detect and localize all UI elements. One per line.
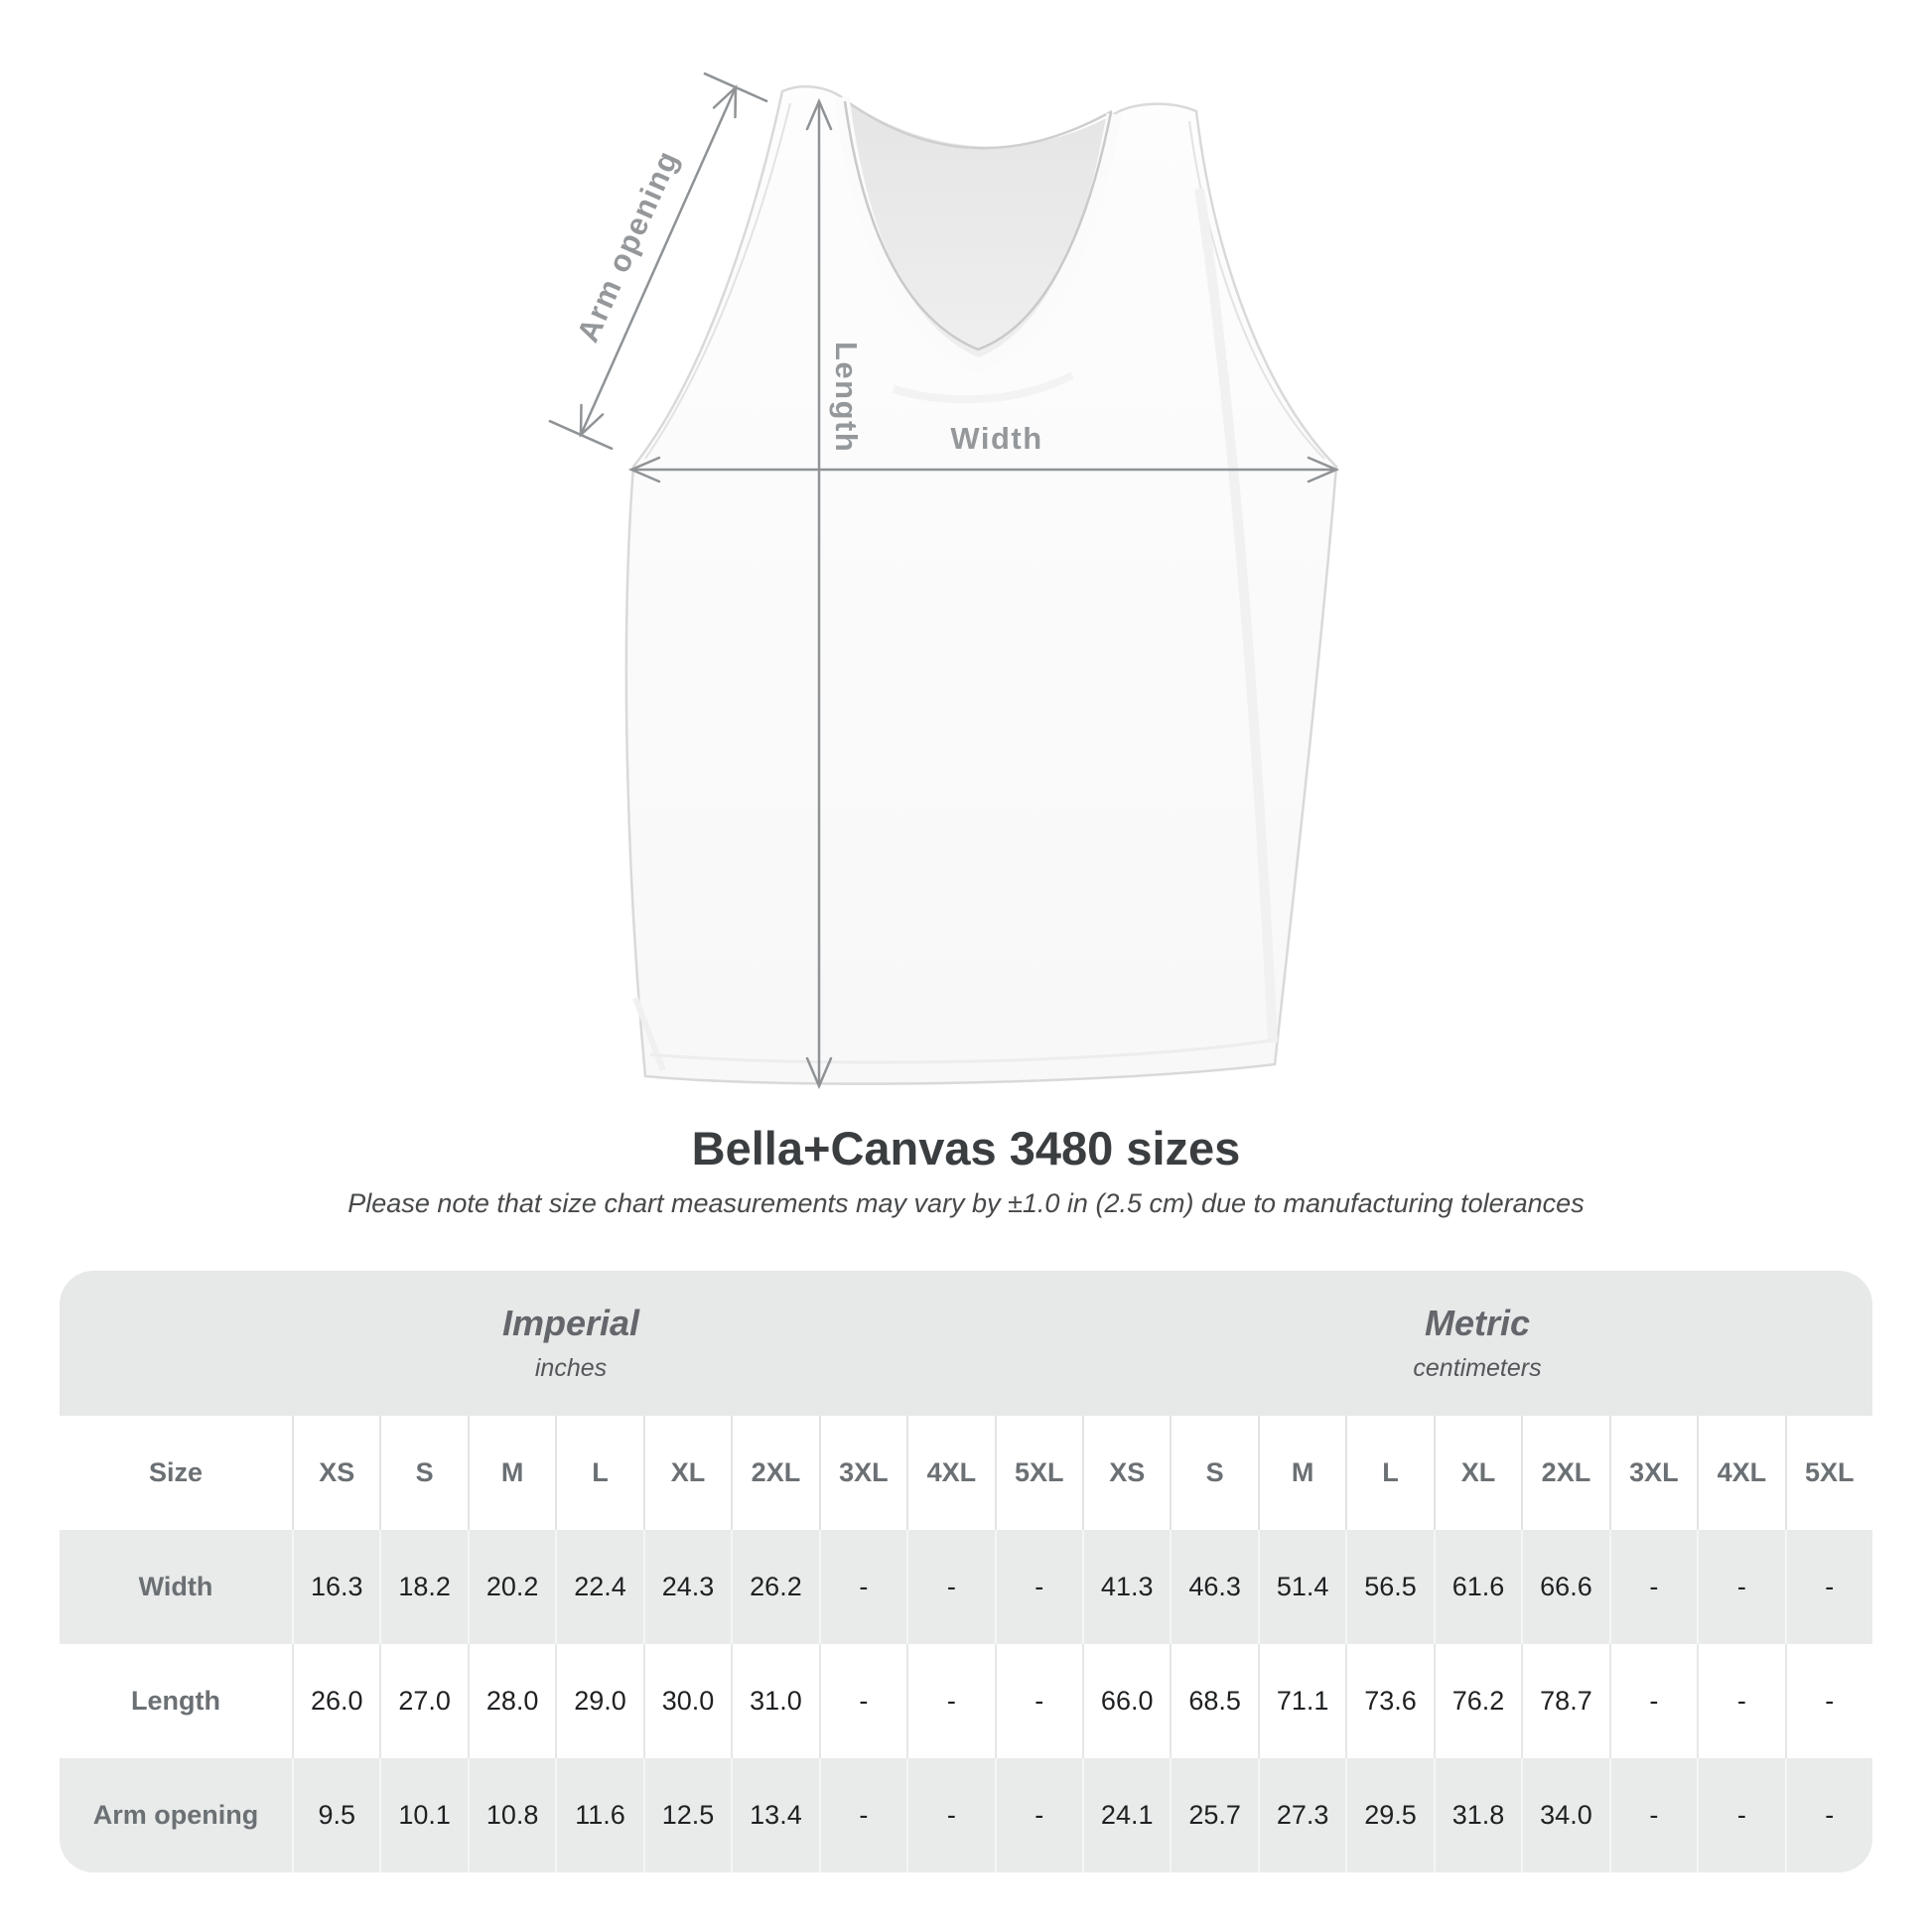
size-column-header: XS: [292, 1416, 379, 1530]
size-header-cell: Size: [148, 1457, 204, 1487]
measurement-cell: 10.1: [379, 1758, 467, 1872]
measurement-cell: 61.6: [1434, 1530, 1521, 1644]
measurement-cell: 27.0: [379, 1644, 467, 1758]
size-column-header: 3XL: [819, 1416, 906, 1530]
size-column-header: 3XL: [1609, 1416, 1697, 1530]
measurement-cell: 24.1: [1082, 1758, 1170, 1872]
size-column-header: 5XL: [995, 1416, 1082, 1530]
measurement-cell: 31.0: [731, 1644, 818, 1758]
size-column-header: XL: [1434, 1416, 1521, 1530]
measurement-cell: 26.0: [292, 1644, 379, 1758]
size-column-header: 2XL: [1521, 1416, 1608, 1530]
size-column-header: L: [1345, 1416, 1433, 1530]
size-column-header: S: [379, 1416, 467, 1530]
measurement-cell: 9.5: [292, 1758, 379, 1872]
measurement-cell: 56.5: [1345, 1530, 1433, 1644]
measurement-cell: -: [1785, 1644, 1872, 1758]
imperial-label: Imperial: [501, 1303, 640, 1343]
measurement-cell: -: [1609, 1758, 1697, 1872]
measurement-cell: -: [1609, 1530, 1697, 1644]
imperial-group-header: [60, 1271, 1082, 1416]
row-label-cell: Width: [138, 1572, 213, 1601]
measurement-cell: 51.4: [1258, 1530, 1345, 1644]
measurement-cell: -: [995, 1644, 1082, 1758]
size-chart-card: [60, 1271, 1872, 1872]
size-table: [60, 1416, 1872, 1872]
size-column-header: XL: [643, 1416, 731, 1530]
measurement-cell: 27.3: [1258, 1758, 1345, 1872]
measurement-cell: -: [1697, 1530, 1784, 1644]
measurement-cell: -: [1785, 1530, 1872, 1644]
measurement-cell: -: [819, 1644, 906, 1758]
length-label: Length: [829, 342, 864, 454]
measurement-cell: -: [906, 1644, 994, 1758]
measurement-cell: -: [906, 1530, 994, 1644]
unit-system-band: [60, 1271, 1872, 1416]
measurement-cell: -: [906, 1758, 994, 1872]
measurement-cell: 24.3: [643, 1530, 731, 1644]
measurement-cell: -: [1609, 1644, 1697, 1758]
measurement-cell: 28.0: [468, 1644, 555, 1758]
measurement-cell: 46.3: [1170, 1530, 1257, 1644]
arm-opening-label: Arm opening: [570, 144, 686, 347]
measurement-cell: 29.5: [1345, 1758, 1433, 1872]
tolerance-note: Please note that size chart measurements may vary by ±1.0 in (2.5 cm) due to manufacturing tolerances: [347, 1188, 1585, 1218]
measurement-cell: -: [1785, 1758, 1872, 1872]
measurement-cell: 34.0: [1521, 1758, 1608, 1872]
measurement-cell: 31.8: [1434, 1758, 1521, 1872]
size-column-header: 4XL: [906, 1416, 994, 1530]
measurement-cell: -: [1697, 1758, 1784, 1872]
measurement-cell: -: [995, 1530, 1082, 1644]
measurement-cell: 18.2: [379, 1530, 467, 1644]
size-column-header: M: [1258, 1416, 1345, 1530]
measurement-cell: 10.8: [468, 1758, 555, 1872]
row-label-cell: Arm opening: [92, 1800, 259, 1830]
measurement-cell: 78.7: [1521, 1644, 1608, 1758]
imperial-unit: inches: [534, 1354, 608, 1382]
measurement-cell: 30.0: [643, 1644, 731, 1758]
measurement-cell: 71.1: [1258, 1644, 1345, 1758]
measurement-cell: 12.5: [643, 1758, 731, 1872]
measurement-cell: 22.4: [555, 1530, 642, 1644]
page-title: Bella+Canvas 3480 sizes: [691, 1122, 1241, 1174]
size-column-header: L: [555, 1416, 642, 1530]
measurement-cell: 41.3: [1082, 1530, 1170, 1644]
measurement-cell: 66.0: [1082, 1644, 1170, 1758]
table-header-row: [60, 1416, 1872, 1530]
size-column-header: 2XL: [731, 1416, 818, 1530]
size-column-header: M: [468, 1416, 555, 1530]
tank-top-figure: [397, 20, 1569, 1152]
table-row: [60, 1530, 1872, 1644]
metric-group-header: [1082, 1271, 1872, 1416]
measurement-cell: 76.2: [1434, 1644, 1521, 1758]
metric-unit: centimeters: [1413, 1354, 1542, 1382]
measurement-cell: 26.2: [731, 1530, 818, 1644]
size-column-header: 5XL: [1785, 1416, 1872, 1530]
metric-label: Metric: [1424, 1303, 1531, 1343]
measurement-cell: 11.6: [555, 1758, 642, 1872]
measurement-cell: -: [1697, 1644, 1784, 1758]
measurement-cell: 29.0: [555, 1644, 642, 1758]
size-column-header: S: [1170, 1416, 1257, 1530]
measurement-cell: -: [819, 1758, 906, 1872]
measurement-cell: 16.3: [292, 1530, 379, 1644]
width-label: Width: [950, 421, 1043, 456]
table-row: [60, 1644, 1872, 1758]
measurement-cell: 20.2: [468, 1530, 555, 1644]
table-row: [60, 1758, 1872, 1872]
size-chart-content: [0, 1120, 1932, 1872]
tank-top-illustration: [626, 86, 1336, 1083]
row-label-cell: Length: [131, 1686, 220, 1716]
size-column-header: 4XL: [1697, 1416, 1784, 1530]
measurement-cell: -: [995, 1758, 1082, 1872]
measurement-cell: 68.5: [1170, 1644, 1257, 1758]
measurement-cell: 25.7: [1170, 1758, 1257, 1872]
measurement-cell: 73.6: [1345, 1644, 1433, 1758]
measurement-cell: 13.4: [731, 1758, 818, 1872]
measurement-cell: 66.6: [1521, 1530, 1608, 1644]
size-column-header: XS: [1082, 1416, 1170, 1530]
measurement-cell: -: [819, 1530, 906, 1644]
